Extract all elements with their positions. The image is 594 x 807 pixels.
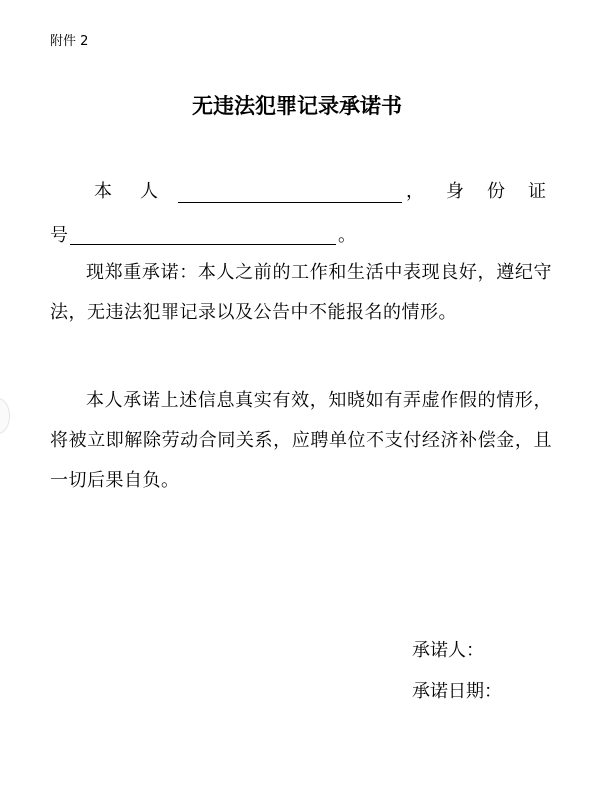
name-label: 本人 — [94, 181, 186, 202]
document-title: 无违法犯罪记录承诺书 — [192, 94, 402, 118]
id-label-part2: 号 — [50, 225, 68, 246]
id-period: 。 — [338, 225, 356, 246]
id-label-part1: 身份证 — [446, 181, 569, 202]
id-blank-line — [70, 244, 336, 245]
attachment-label: 附件 2 — [50, 34, 89, 49]
page-edge-mark — [0, 398, 10, 434]
signer-label: 承诺人： — [412, 640, 484, 661]
name-comma: ， — [406, 181, 424, 202]
name-blank-line — [178, 202, 402, 203]
paragraph-consequences: 本人承诺上述信息真实有效，知晓如有弄虚作假的情形，将被立即解除劳动合同关系，应聘单位不支付经济补偿金，且一切后果自负。 — [50, 390, 552, 491]
paragraph-commitment: 现郑重承诺：本人之前的工作和生活中表现良好，遵纪守法，无违法犯罪记录以及公告中不能报名的情形。 — [50, 262, 552, 323]
date-label: 承诺日期： — [412, 681, 502, 702]
